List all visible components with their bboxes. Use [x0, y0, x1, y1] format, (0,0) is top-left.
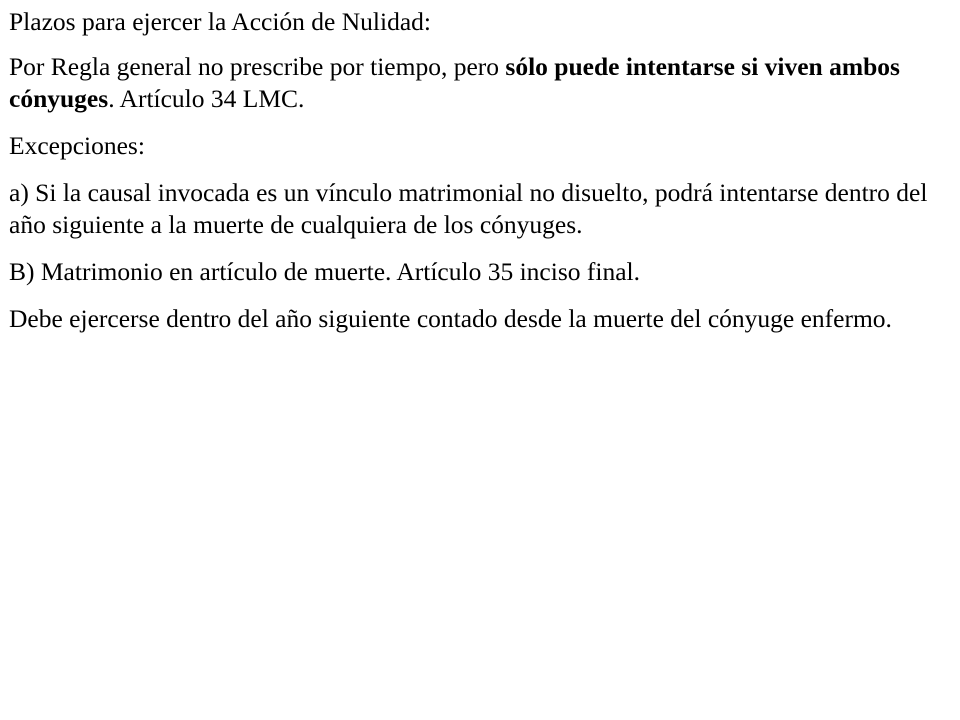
general-rule-intro: Por Regla general no prescribe por tiempo, pero: [9, 52, 506, 81]
exception-item-a: a) Si la causal invocada es un vínculo matrimonial no disuelto, podrá intentarse dentro del año siguiente a la muerte de cualquiera de los cónyuges.: [9, 178, 928, 239]
exceptions-heading: Excepciones:: [9, 131, 145, 160]
exception-item-b-detail: Debe ejercerse dentro del año siguiente contado desde la muerte del cónyuge enfermo.: [9, 304, 892, 333]
general-rule-paragraph: [9, 51, 952, 115]
slide-title: Plazos para ejercer la Acción de Nulidad:: [9, 7, 431, 36]
general-rule-emphasis: sólo puede intentarse si viven ambos cónyuges: [9, 52, 900, 113]
general-rule-article: . Artículo 34 LMC.: [108, 84, 305, 113]
exception-item-b: B) Matrimonio en artículo de muerte. Artículo 35 inciso final.: [9, 257, 640, 286]
